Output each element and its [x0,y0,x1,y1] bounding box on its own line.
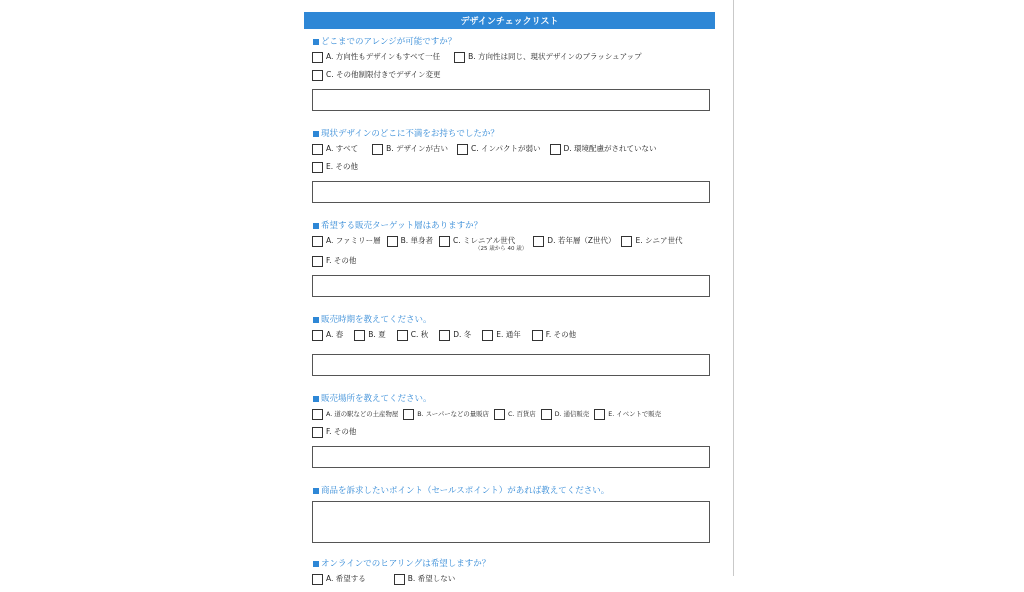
checkbox[interactable] [312,52,323,63]
option-label: D. 通信販売 [554,410,590,418]
question-heading [304,392,715,406]
option-d[interactable] [541,409,590,420]
checkbox[interactable] [372,144,383,155]
checkbox[interactable] [482,330,493,341]
option-label: A. 道の駅などの土産物屋 [326,410,399,418]
checkbox[interactable] [312,236,323,247]
bullet-square-icon [313,396,319,402]
option-label: A. すべて [326,144,359,153]
option-label: B. 単身者 [400,236,434,245]
page-edge-divider [733,0,734,576]
option-label: B. 希望しない [407,574,456,583]
option-a[interactable] [312,236,381,247]
option-label: A. 方向性もデザインもすべて一任 [326,52,441,61]
option-c[interactable] [494,409,536,420]
option-c[interactable] [439,236,527,253]
answer-field[interactable] [312,501,710,543]
bullet-square-icon [313,317,319,323]
question-text: オンラインでのヒアリングは希望しますか？ [321,559,491,569]
question-heading [304,219,715,233]
option-row [304,162,715,180]
answer-field[interactable] [312,354,710,376]
option-row [304,330,715,350]
option-label: E. 通年 [496,330,521,339]
option-row [304,256,715,274]
option-label: E. シニア世代 [635,236,683,245]
option-f[interactable] [312,256,356,267]
checkbox[interactable] [403,409,414,420]
checkbox[interactable] [387,236,398,247]
option-e[interactable] [594,409,661,420]
question-heading [304,484,715,498]
question-text: 商品を訴求したいポイント（セールスポイント）があれば教えてください。 [321,486,610,496]
checkbox[interactable] [541,409,552,420]
checkbox[interactable] [621,236,632,247]
bullet-square-icon [313,223,319,229]
question-heading [304,127,715,141]
option-label: B. スーパーなどの量販店 [417,410,489,418]
option-e[interactable] [621,236,682,247]
section-dissatisfaction [304,127,715,203]
option-label: F. その他 [326,256,357,265]
option-row [304,409,715,427]
option-label: F. その他 [326,427,357,436]
checklist-form [304,12,715,592]
checkbox[interactable] [494,409,505,420]
option-c[interactable] [457,144,540,155]
question-text: 現状デザインのどこに不満をお持ちでしたか？ [321,129,499,139]
checkbox[interactable] [397,330,408,341]
section-place [304,392,715,468]
question-heading [304,557,715,571]
checkbox[interactable] [439,330,450,341]
option-row [304,70,715,88]
section-target [304,219,715,297]
section-arrangement [304,35,715,111]
option-e[interactable] [312,162,358,173]
option-b[interactable] [372,144,448,155]
option-label: B. 夏 [368,330,386,339]
question-text: 販売時期を教えてください。 [321,315,432,325]
bullet-square-icon [313,561,319,567]
question-heading [304,35,715,49]
option-b[interactable] [454,52,642,63]
option-label: C. その他制限付きでデザイン変更 [326,70,441,79]
checkbox[interactable] [312,427,323,438]
form-title: デザインチェックリスト [304,12,715,29]
checkbox[interactable] [312,409,323,420]
option-d[interactable] [533,236,615,247]
option-label: A. ファミリー層 [326,236,381,245]
checkbox[interactable] [354,330,365,341]
option-row [304,144,715,162]
section-online-hearing [304,557,715,592]
question-text: 希望する販売ターゲット層はありますか？ [321,221,483,231]
checkbox[interactable] [312,70,323,81]
option-e[interactable] [482,330,521,341]
option-row [304,427,715,445]
option-label: D. 冬 [453,330,472,339]
question-text: どこまでのアレンジが可能ですか？ [321,37,457,47]
option-b[interactable] [354,330,385,341]
checkbox[interactable] [550,144,561,155]
option-row [304,574,715,592]
checkbox[interactable] [312,162,323,173]
option-d[interactable] [439,330,471,341]
checkbox[interactable] [312,330,323,341]
option-label: E. イベントで販売 [608,410,662,418]
bullet-square-icon [313,488,319,494]
option-label: B. 方向性は同じ、現状デザインのブラッシュアップ [468,52,642,61]
answer-field[interactable] [312,275,710,297]
option-label: C. インパクトが弱い [471,144,541,153]
option-label: C. 秋 [410,330,429,339]
option-label: E. その他 [326,162,359,171]
option-note: （25 歳から 40 歳） [475,246,528,252]
question-text: 販売場所を教えてください。 [321,394,432,404]
option-b[interactable] [387,236,433,247]
option-label: D. 環境配慮がされていない [563,144,657,153]
option-label: F. その他 [545,330,577,339]
option-label: C. ミレニアル世代 [453,236,516,245]
option-a[interactable] [312,52,440,63]
answer-field[interactable] [312,181,710,203]
checkbox[interactable] [532,330,543,341]
option-label: D. 若年層（Z世代） [547,236,616,245]
checkbox[interactable] [594,409,605,420]
question-heading [304,313,715,327]
option-row [304,52,715,70]
answer-field[interactable] [312,89,710,111]
option-label: B. デザインが古い [386,144,449,153]
option-label: A. 春 [326,330,344,339]
option-c[interactable] [312,70,440,81]
checkbox[interactable] [457,144,468,155]
option-label: C. 百貨店 [507,410,536,418]
bullet-square-icon [313,131,319,137]
option-f[interactable] [532,330,576,341]
checkbox[interactable] [312,256,323,267]
option-c[interactable] [397,330,429,341]
checkbox[interactable] [439,236,450,247]
checkbox[interactable] [312,144,323,155]
section-season [304,313,715,376]
option-a[interactable] [312,409,398,420]
checkbox[interactable] [533,236,544,247]
option-a[interactable] [312,330,343,341]
option-a[interactable] [312,144,358,155]
bullet-square-icon [313,39,319,45]
option-label: A. 希望する [326,574,366,583]
checkbox[interactable] [454,52,465,63]
section-selling-point [304,484,715,543]
option-row [304,236,715,256]
option-b[interactable] [403,409,489,420]
option-d[interactable] [550,144,657,155]
option-f[interactable] [312,427,356,438]
answer-field[interactable] [312,446,710,468]
